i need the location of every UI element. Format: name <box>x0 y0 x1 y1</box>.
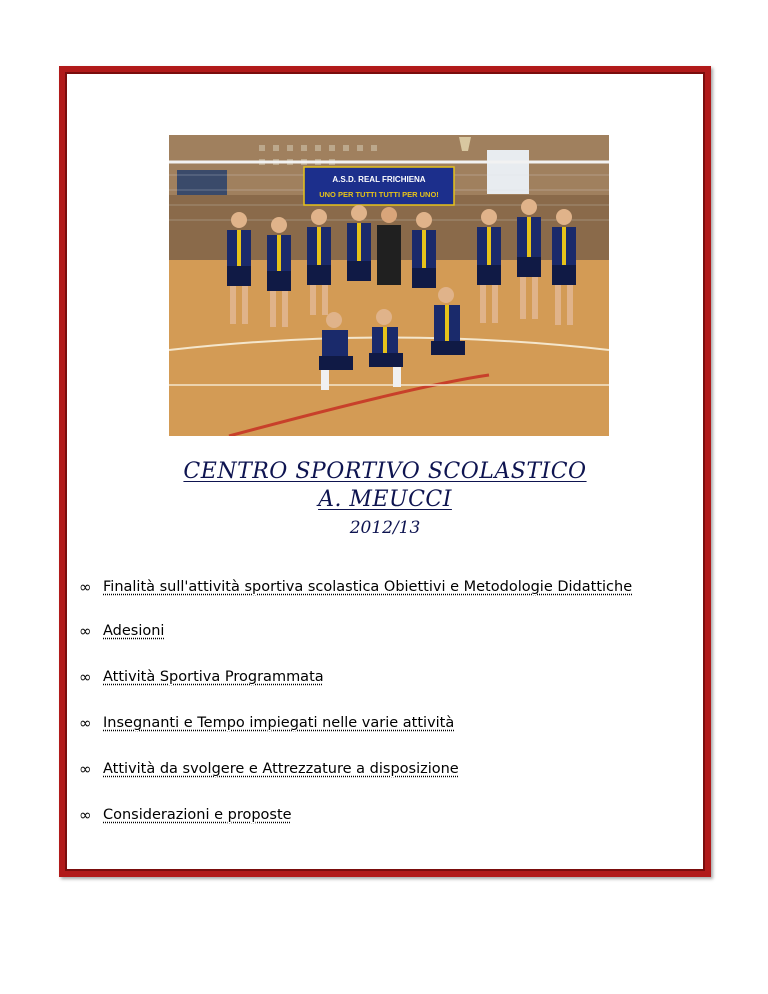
toc-item <box>79 666 679 688</box>
toc-link-attrezzature[interactable]: Attività da svolgere e Attrezzature a disposizione <box>103 761 459 777</box>
toc-item <box>79 576 679 598</box>
toc-item <box>79 804 679 826</box>
infinity-bullet-icon: ∞ <box>79 760 92 778</box>
table-of-contents <box>79 576 679 826</box>
team-photo <box>169 135 609 436</box>
toc-item <box>79 758 679 780</box>
infinity-bullet-icon: ∞ <box>79 622 92 640</box>
toc-link-insegnanti[interactable]: Insegnanti e Tempo impiegati nelle varie attività <box>103 715 455 731</box>
school-year: 2012/13 <box>349 518 421 538</box>
toc-link-attivita-programmata[interactable]: Attività Sportiva Programmata <box>103 669 324 685</box>
toc-item <box>79 620 679 642</box>
infinity-bullet-icon: ∞ <box>79 668 92 686</box>
title-line-1: CENTRO SPORTIVO SCOLASTICO <box>183 459 587 484</box>
toc-link-adesioni[interactable]: Adesioni <box>103 623 165 639</box>
title-block <box>65 458 705 540</box>
toc-link-considerazioni[interactable]: Considerazioni e proposte <box>103 807 292 823</box>
page-frame <box>59 66 711 877</box>
infinity-bullet-icon: ∞ <box>79 806 92 824</box>
infinity-bullet-icon: ∞ <box>79 714 92 732</box>
toc-item <box>79 712 679 734</box>
banner-line2: UNO PER TUTTI TUTTI PER UNO! <box>319 190 439 199</box>
title-line-2: A. MEUCCI <box>318 487 452 512</box>
team-photo-illustration <box>169 135 609 436</box>
toc-link-finalita[interactable]: Finalità sull'attività sportiva scolastica Obiettivi e Metodologie Didattiche <box>103 579 633 595</box>
banner-line1: A.S.D. REAL FRICHIENA <box>332 175 426 184</box>
infinity-bullet-icon: ∞ <box>79 578 92 596</box>
